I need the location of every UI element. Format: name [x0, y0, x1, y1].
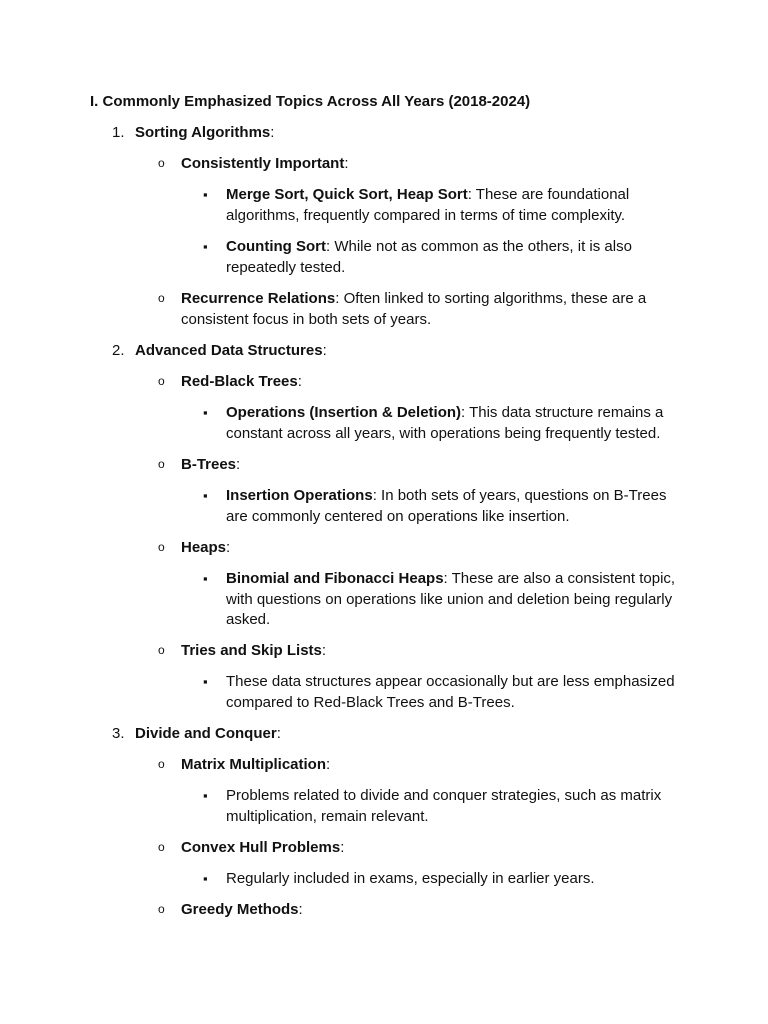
circle-bullet-icon: o — [158, 291, 165, 305]
topic-divide-and-conquer — [135, 723, 281, 744]
bullet-bold: Counting Sort — [226, 238, 326, 255]
topic-title: Divide and Conquer — [135, 725, 277, 742]
colon: : — [298, 901, 303, 918]
circle-bullet-icon: o — [158, 840, 165, 854]
colon: : — [322, 342, 327, 359]
bullet-insertion-operations — [226, 485, 666, 506]
topic-sorting-algorithms — [135, 122, 274, 143]
circle-bullet-icon: o — [158, 540, 165, 554]
square-bullet-icon: ▪ — [203, 871, 208, 886]
subtopic-red-black-trees — [181, 371, 302, 392]
bullet-text: These data structures appear occasionally but are less emphasized — [226, 673, 675, 690]
bullet-text-continuation: repeatedly tested. — [226, 259, 346, 276]
bullet-text: : These are also a consistent topic, — [443, 570, 676, 587]
circle-bullet-icon: o — [158, 156, 165, 170]
subtopic-title: Convex Hull Problems — [181, 839, 341, 856]
bullet-binomial-fibonacci — [226, 568, 675, 589]
bullet-text: Problems related to divide and conquer strategies, such as matrix — [226, 787, 662, 804]
square-bullet-icon: ▪ — [203, 788, 208, 803]
topic-advanced-data-structures — [135, 340, 327, 361]
bullet-merge-quick-heap — [226, 184, 629, 205]
colon: : — [276, 725, 281, 742]
colon: : — [340, 839, 345, 856]
bullet-text-continuation: compared to Red-Black Trees and B-Trees. — [226, 694, 515, 711]
subtopic-title: Consistently Important — [181, 155, 345, 172]
square-bullet-icon: ▪ — [203, 187, 208, 202]
subtopic-greedy-methods — [181, 899, 303, 920]
circle-bullet-icon: o — [158, 902, 165, 916]
square-bullet-icon: ▪ — [203, 239, 208, 254]
subtopic-title: B-Trees — [181, 456, 237, 473]
bullet-text: : This data structure remains a — [461, 404, 664, 421]
bullet-text-continuation: multiplication, remain relevant. — [226, 808, 429, 825]
subtopic-consistently-important — [181, 153, 349, 174]
subtopic-title: Matrix Multiplication — [181, 756, 327, 773]
subtopic-text-continuation: consistent focus in both sets of years. — [181, 311, 432, 328]
bullet-text-continuation: asked. — [226, 611, 271, 628]
bullet-text: : These are foundational — [467, 186, 630, 203]
subtopic-recurrence-relations — [181, 288, 646, 309]
bullet-bold: Operations (Insertion & Deletion) — [226, 404, 462, 421]
bullet-rb-operations — [226, 402, 663, 423]
bullet-counting-sort — [226, 236, 632, 257]
bullet-text: : While not as common as the others, it is also — [325, 238, 632, 255]
bullet-text: : In both sets of years, questions on B-Trees — [372, 487, 667, 504]
colon: : — [270, 124, 275, 141]
subtopic-title: Greedy Methods — [181, 901, 299, 918]
subtopic-title: Recurrence Relations — [181, 290, 336, 307]
topic-title: Sorting Algorithms — [135, 124, 271, 141]
square-bullet-icon: ▪ — [203, 571, 208, 586]
subtopic-text: : Often linked to sorting algorithms, these are a — [335, 290, 647, 307]
colon: : — [297, 373, 302, 390]
colon: : — [321, 642, 327, 659]
colon: : — [326, 756, 331, 773]
colon: : — [236, 456, 241, 473]
circle-bullet-icon: o — [158, 757, 165, 771]
subtopic-title: Heaps — [181, 539, 227, 556]
bullet-text: Regularly included in exams, especially in earlier years. — [226, 870, 595, 887]
circle-bullet-icon: o — [158, 457, 165, 471]
subtopic-title: Red-Black Trees — [181, 373, 298, 390]
subtopic-convex-hull — [181, 837, 344, 858]
list-number-2: 2. — [112, 342, 125, 359]
square-bullet-icon: ▪ — [203, 488, 208, 503]
colon: : — [226, 539, 231, 556]
bullet-bold: Merge Sort, Quick Sort, Heap Sort — [226, 186, 468, 203]
circle-bullet-icon: o — [158, 374, 165, 388]
section-heading: I. Commonly Emphasized Topics Across All Years (2018-2024) — [90, 93, 531, 110]
bullet-bold: Binomial and Fibonacci Heaps — [226, 570, 444, 587]
square-bullet-icon: ▪ — [203, 674, 208, 689]
subtopic-matrix-multiplication — [181, 754, 330, 775]
list-number-3: 3. — [112, 725, 125, 742]
subtopic-b-trees — [181, 454, 240, 475]
circle-bullet-icon: o — [158, 643, 165, 657]
topic-title: Advanced Data Structures — [135, 342, 323, 359]
square-bullet-icon: ▪ — [203, 405, 208, 420]
bullet-text-continuation: with questions on operations like union and deletion being regularly — [226, 591, 673, 608]
subtopic-tries-skip-lists — [181, 640, 326, 661]
bullet-text-continuation: are commonly centered on operations like insertion. — [226, 508, 570, 525]
bullet-text-continuation: algorithms, frequently compared in terms of time complexity. — [226, 207, 626, 224]
bullet-bold: Insertion Operations — [226, 487, 373, 504]
colon: : — [344, 155, 349, 172]
bullet-text-continuation: constant across all years, with operations being frequently tested. — [226, 425, 661, 442]
subtopic-heaps — [181, 537, 230, 558]
list-number-1: 1. — [112, 124, 125, 141]
subtopic-title: Tries and Skip Lists — [181, 642, 322, 659]
